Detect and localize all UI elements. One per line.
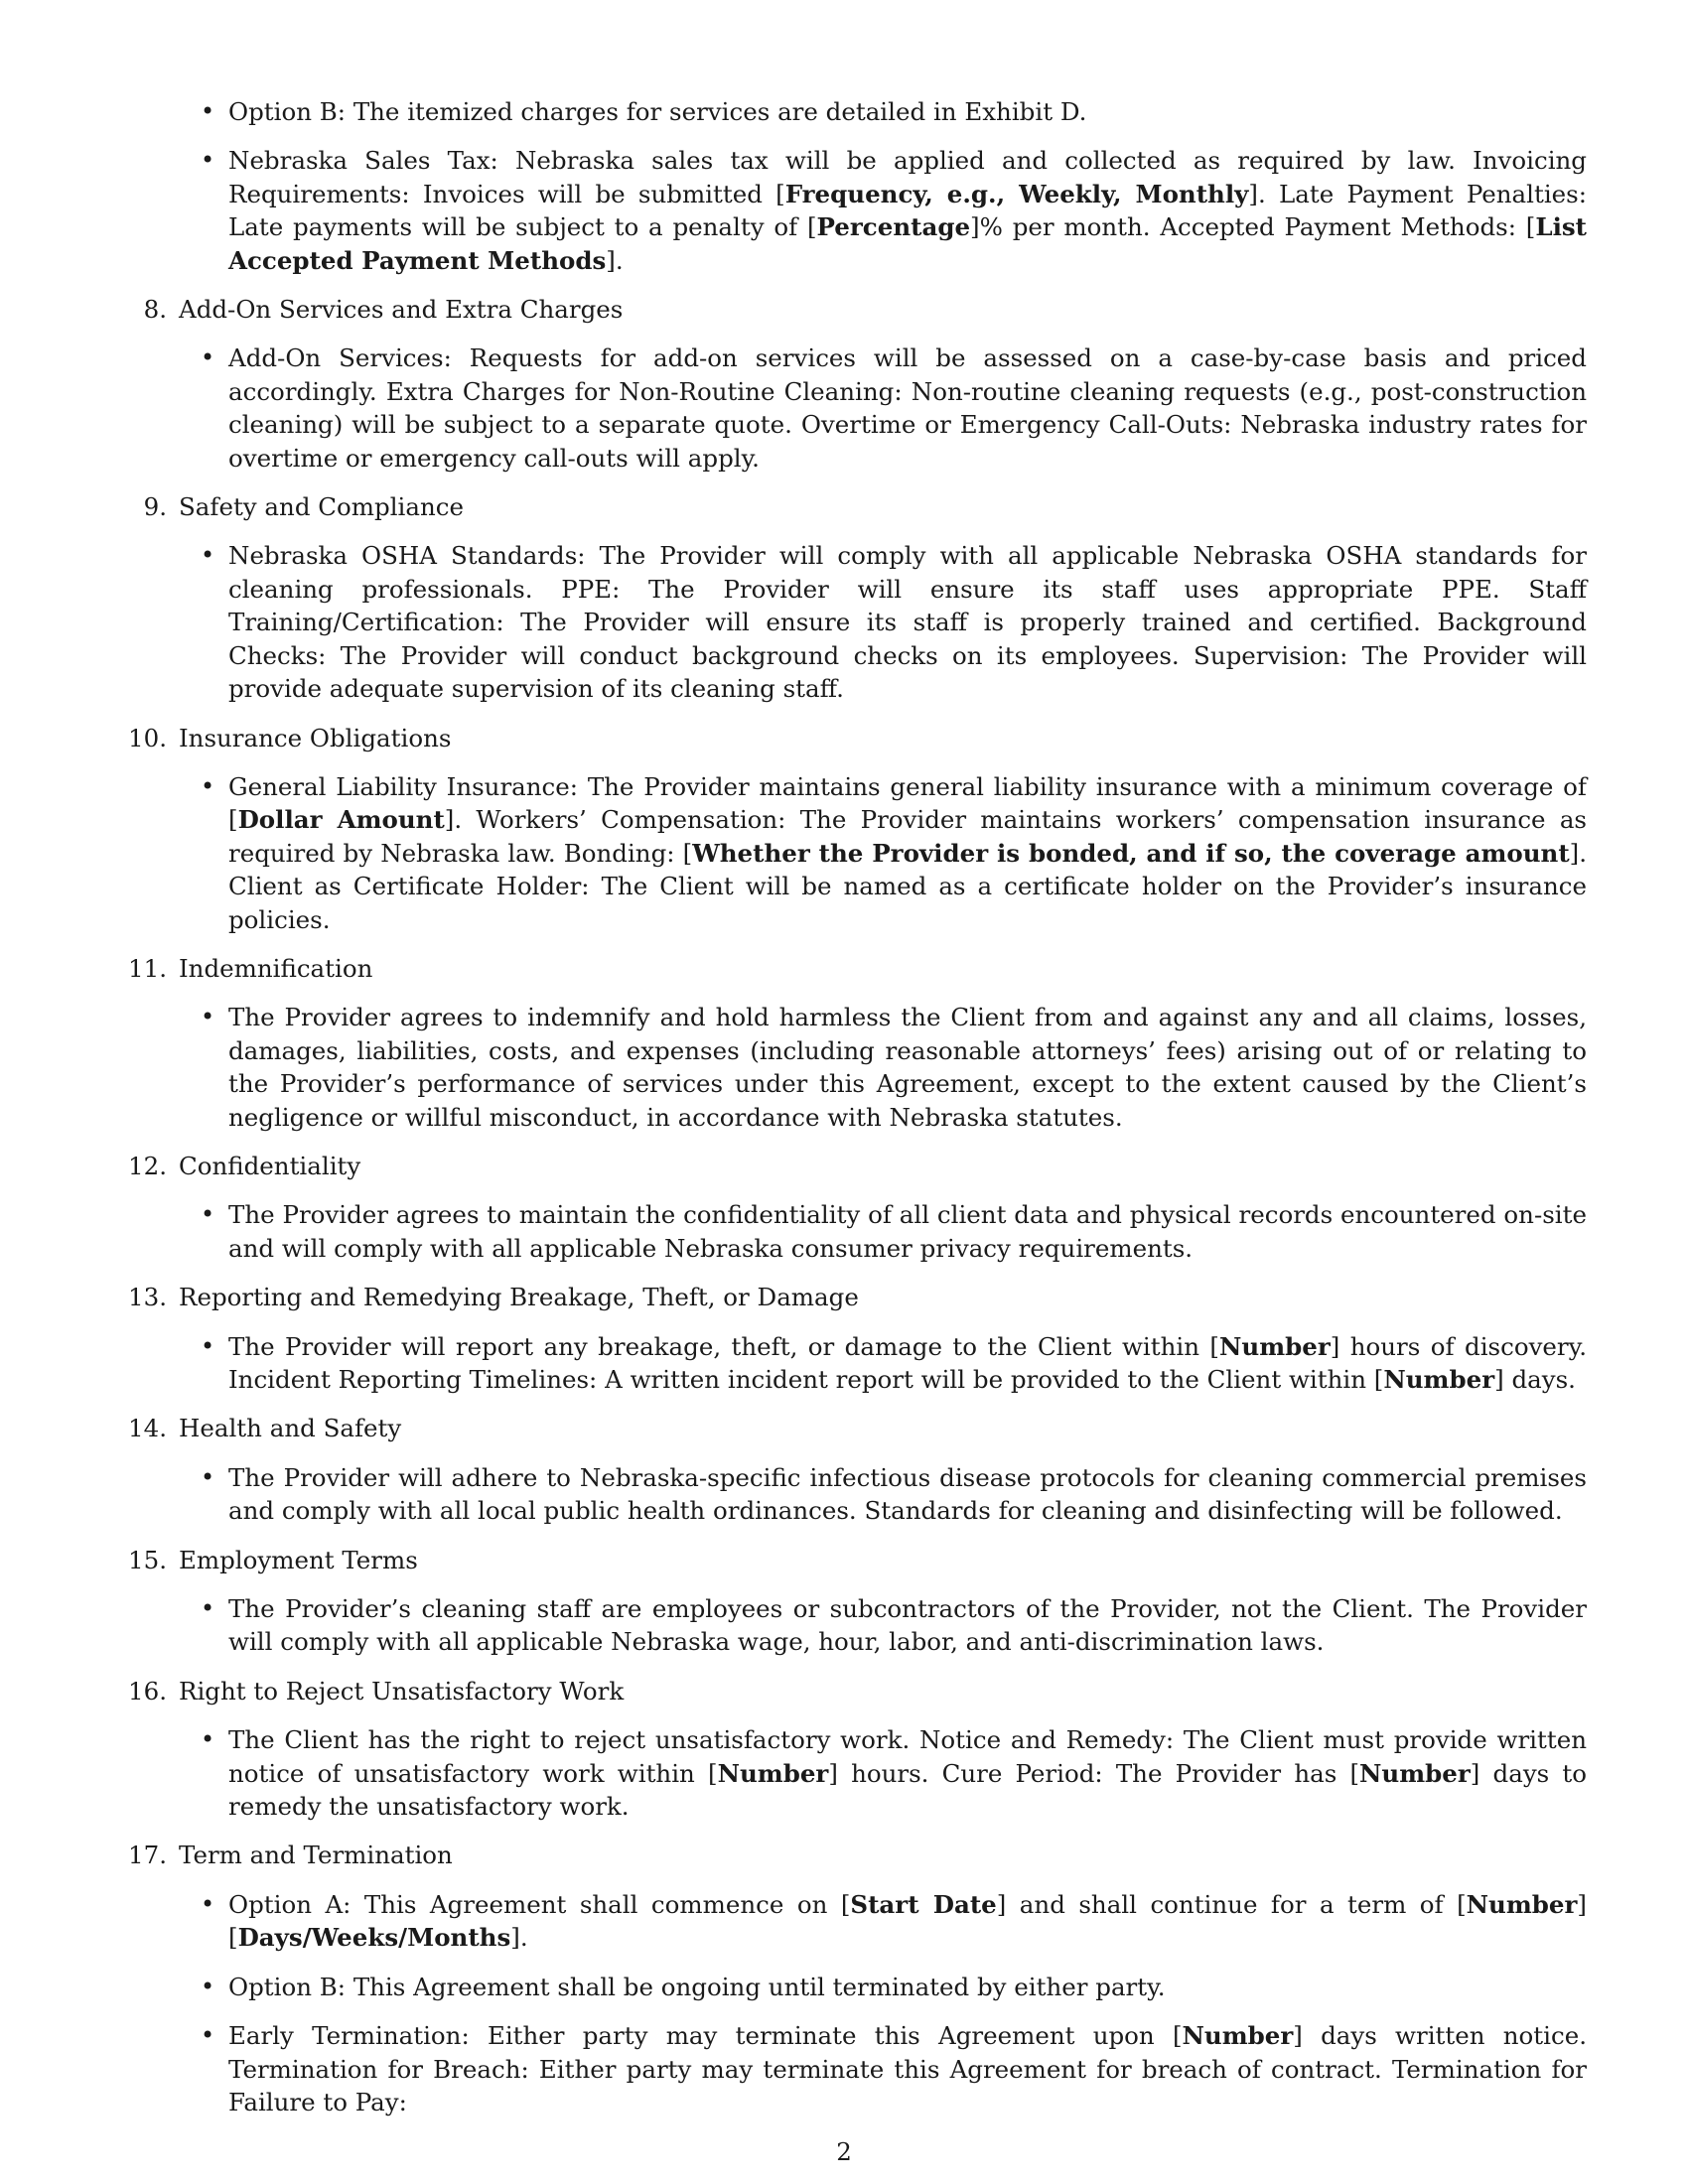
page-number: 2 xyxy=(836,2137,852,2166)
section-number: 9. xyxy=(143,492,167,522)
placeholder-field: Frequency, e.g., Weekly, Monthly xyxy=(784,179,1249,208)
placeholder-field: Percentage xyxy=(816,212,971,242)
bullet-paragraph: • Early Termination: Either party may terminate this Agreement upon [Number] days written notice. Termination for Breach: Either party may terminate this Agreement for breach of contract. Termination for Failure to Pay: xyxy=(228,2019,1587,2118)
placeholder-field: Whether the Provider is bonded, and if so, the coverage amount xyxy=(692,838,1570,868)
section-title: Add-On Services and Extra Charges xyxy=(179,295,624,325)
section-14 xyxy=(117,1412,1587,1527)
section-11 xyxy=(117,952,1587,1134)
section-bullet-list xyxy=(228,1592,1587,1659)
bullet-paragraph: • Option A: This Agreement shall commence on [Start Date] and shall continue for a term of [Number] [Days/Weeks/Months]. xyxy=(228,1888,1587,1955)
section-bullet-list xyxy=(228,1330,1587,1397)
placeholder-field: Dollar Amount xyxy=(237,805,445,835)
section-heading xyxy=(117,1412,1587,1444)
bullet-paragraph: • General Liability Insurance: The Provider maintains general liability insurance with a minimum coverage of [Dollar Amount]. Workers’ Compensation: The Provider maintains workers’ compensation insurance as required by Nebraska law. Bonding: [Whether the Provider is bonded, and if so, the coverage amount]. Client as Certificate Holder: The Client will be named as a certificate holder on the Provider’s insurance policies. xyxy=(228,770,1587,936)
bullet-paragraph: • Nebraska OSHA Standards: The Provider will comply with all applicable Nebraska OSHA standards for cleaning professionals. PPE: The Provider will ensure its staff uses appropriate PPE. Staff Training/Certification: The Provider will ensure its staff is properly trained and certified. Background Checks: The Provider will conduct background checks on its employees. Supervision: The Provider will provide adequate supervision of its cleaning staff. xyxy=(228,539,1587,705)
bullet-paragraph: • The Provider will adhere to Nebraska-specific infectious disease protocols for cleaning commercial premises and comply with all local public health ordinances. Standards for cleaning and disinfecting will be followed. xyxy=(228,1461,1587,1528)
placeholder-field: Start Date xyxy=(850,1889,997,1919)
section-number: 15. xyxy=(128,1545,167,1574)
placeholder-field: Number xyxy=(717,1758,829,1788)
section-title: Insurance Obligations xyxy=(179,723,452,752)
section-heading xyxy=(117,293,1587,326)
section-15 xyxy=(117,1544,1587,1659)
document-body xyxy=(117,95,1587,2134)
section-9 xyxy=(117,490,1587,705)
placeholder-field: Number xyxy=(1219,1331,1331,1361)
section-title: Confidentiality xyxy=(179,1151,361,1180)
placeholder-field: List Accepted Payment Methods xyxy=(228,212,1587,275)
section-title: Reporting and Remedying Breakage, Theft, or Damage xyxy=(179,1283,859,1312)
bullet-paragraph: • Add-On Services: Requests for add-on services will be assessed on a case-by-case basis and priced accordingly. Extra Charges for Non-Routine Cleaning: Non-routine cleaning requests (e.g., post-construction cleaning) will be subject to a separate quote. Overtime or Emergency Call-Outs: Nebraska industry rates for overtime or emergency call-outs will apply. xyxy=(228,341,1587,475)
section-bullet-list xyxy=(228,1001,1587,1134)
placeholder-field: Number xyxy=(1359,1758,1471,1788)
bullet-paragraph: • The Provider will report any breakage, theft, or damage to the Client within [Number] hours of discovery. Incident Reporting Timelines: A written incident report will be provided to the Client within [Number] days. xyxy=(228,1330,1587,1397)
section-number: 14. xyxy=(128,1414,167,1443)
section-12 xyxy=(117,1150,1587,1265)
bullet-paragraph: • Nebraska Sales Tax: Nebraska sales tax will be applied and collected as required by law. Invoicing Requirements: Invoices will be submitted [Frequency, e.g., Weekly, Monthly]. Late Payment Penalties: Late payments will be subject to a penalty of [Percentage]% per month. Accepted Payment Methods: [List Accepted Payment Methods]. xyxy=(228,144,1587,277)
section-title: Right to Reject Unsatisfactory Work xyxy=(179,1676,625,1706)
section-heading xyxy=(117,952,1587,985)
placeholder-field: Number xyxy=(1466,1889,1578,1919)
section-heading xyxy=(117,1675,1587,1707)
placeholder-field: Number xyxy=(1383,1365,1495,1394)
section-number: 10. xyxy=(128,723,167,752)
section-number: 17. xyxy=(128,1841,167,1870)
placeholder-field: Days/Weeks/Months xyxy=(237,1923,511,1953)
section-bullet-list xyxy=(228,1888,1587,2118)
section-number: 11. xyxy=(128,953,167,983)
section-bullet-list xyxy=(228,770,1587,936)
section-title: Safety and Compliance xyxy=(179,492,464,522)
section-8 xyxy=(117,293,1587,475)
bullet-paragraph: • The Provider’s cleaning staff are employees or subcontractors of the Provider, not the Client. The Provider will comply with all applicable Nebraska wage, hour, labor, and anti-discrimination laws. xyxy=(228,1592,1587,1659)
section-number: 12. xyxy=(128,1151,167,1180)
section-bullet-list xyxy=(228,1461,1587,1528)
placeholder-field: Number xyxy=(1182,2021,1294,2051)
section-17 xyxy=(117,1839,1587,2118)
section-bullet-list xyxy=(228,341,1587,475)
bullet-paragraph: • Option B: The itemized charges for services are detailed in Exhibit D. xyxy=(228,95,1587,128)
section-13 xyxy=(117,1281,1587,1396)
section-heading xyxy=(117,1150,1587,1182)
bullet-paragraph: • The Provider agrees to indemnify and hold harmless the Client from and against any and all claims, losses, damages, liabilities, costs, and expenses (including reasonable attorneys’ fees) arising out of or relating to the Provider’s performance of services under this Agreement, except to the extent caused by the Client’s negligence or willful misconduct, in accordance with Nebraska statutes. xyxy=(228,1001,1587,1134)
section-list xyxy=(117,293,1587,2118)
section-number: 16. xyxy=(128,1676,167,1706)
section-heading xyxy=(117,1544,1587,1576)
section-number: 13. xyxy=(128,1283,167,1312)
section-heading xyxy=(117,722,1587,754)
section-heading xyxy=(117,1281,1587,1313)
section-16 xyxy=(117,1675,1587,1824)
section-10 xyxy=(117,722,1587,936)
section-title: Term and Termination xyxy=(179,1841,453,1870)
section-heading xyxy=(117,490,1587,523)
section-number: 8. xyxy=(143,295,167,325)
bullet-paragraph: • The Provider agrees to maintain the confidentiality of all client data and physical records encountered on-site and will comply with all applicable Nebraska consumer privacy requirements. xyxy=(228,1198,1587,1265)
intro-bullet-list xyxy=(228,95,1587,277)
section-bullet-list xyxy=(228,539,1587,705)
section-bullet-list xyxy=(228,1723,1587,1823)
section-title: Indemnification xyxy=(179,953,373,983)
bullet-paragraph: • Option B: This Agreement shall be ongoing until terminated by either party. xyxy=(228,1971,1587,2003)
section-bullet-list xyxy=(228,1198,1587,1265)
section-heading xyxy=(117,1839,1587,1871)
section-title: Health and Safety xyxy=(179,1414,402,1443)
section-title: Employment Terms xyxy=(179,1545,418,1574)
bullet-paragraph: • The Client has the right to reject unsatisfactory work. Notice and Remedy: The Client must provide written notice of unsatisfactory work within [Number] hours. Cure Period: The Provider has [Number] days to remedy the unsatisfactory work. xyxy=(228,1723,1587,1823)
